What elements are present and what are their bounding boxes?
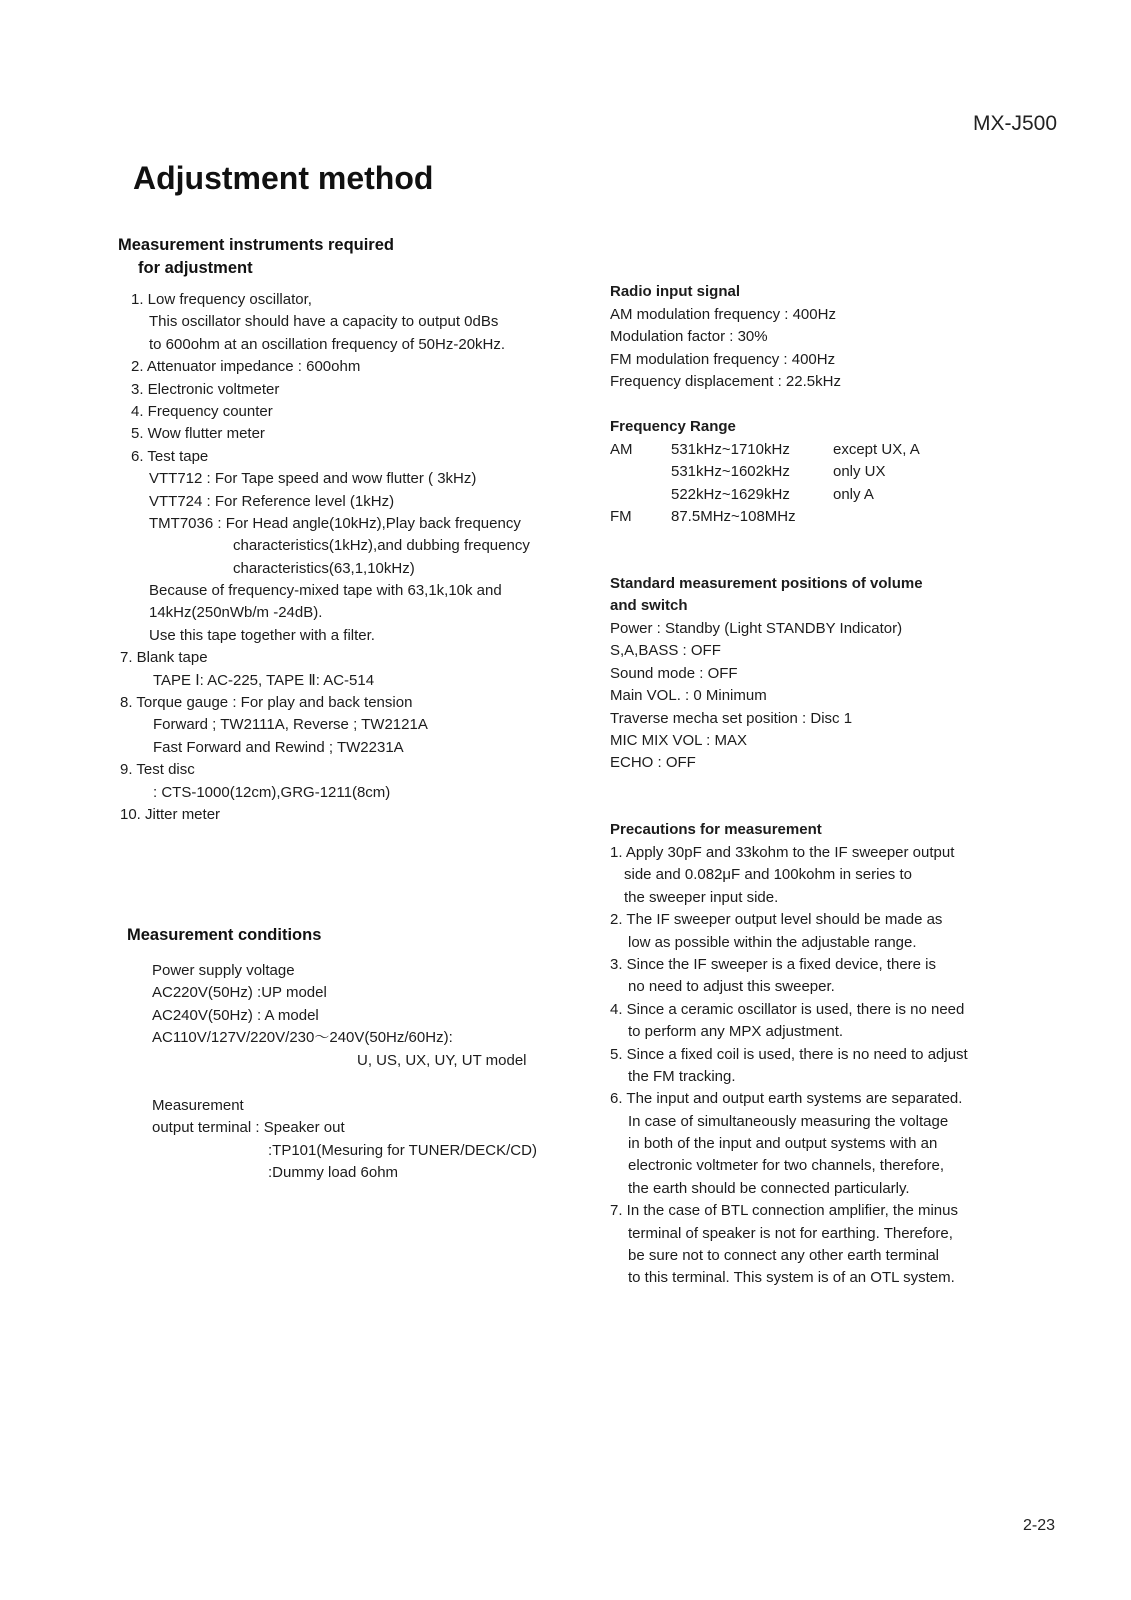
list-item: In case of simultaneously measuring the voltage (628, 1112, 949, 1130)
note-cell: only A (833, 485, 874, 503)
condition-line: AC240V(50Hz) : A model (152, 1006, 319, 1024)
list-item: no need to adjust this sweeper. (628, 978, 835, 996)
list-item: to perform any MPX adjustment. (628, 1023, 844, 1041)
list-item: 4. Frequency counter (131, 402, 273, 420)
list-item: TAPE Ⅰ: AC-225, TAPE Ⅱ: AC-514 (153, 671, 375, 689)
list-item: the sweeper input side. (624, 888, 779, 906)
condition-line: :TP101(Mesuring for TUNER/DECK/CD) (268, 1141, 537, 1159)
band-cell: AM (610, 441, 633, 458)
conditions-heading: Measurement conditions (127, 926, 322, 944)
list-item: 6. Test tape (131, 447, 209, 465)
condition-line: :Dummy load 6ohm (268, 1164, 399, 1182)
list-item: characteristics(63,1,10kHz) (233, 559, 415, 577)
standard-list (610, 618, 902, 775)
list-item: 14kHz(250nWb/m -24dB). (149, 604, 323, 622)
table-row (610, 439, 1030, 461)
list-item: 3. Since the IF sweeper is a fixed device, there is (610, 955, 936, 973)
list-item: 8. Torque gauge : For play and back tension (120, 694, 413, 712)
list-item: 2. Attenuator impedance : 600ohm (131, 358, 361, 376)
standard-heading (610, 573, 923, 618)
list-item: electronic voltmeter for two channels, therefore, (628, 1157, 944, 1175)
list-item: TMT7036 : For Head angle(10kHz),Play back frequency (149, 514, 521, 532)
radio-line: Modulation factor : 30% (610, 328, 768, 346)
list-item: : CTS-1000(12cm),GRG-1211(8cm) (153, 783, 391, 801)
page-title: Adjustment method (133, 160, 434, 196)
list-item: 5. Since a fixed coil is used, there is no need to adjust (610, 1045, 968, 1063)
standard-line: Power : Standby (Light STANDBY Indicator) (610, 620, 903, 637)
freq-range-heading: Frequency Range (610, 418, 736, 435)
condition-line: output terminal : Speaker out (152, 1119, 345, 1137)
radio-list (610, 304, 841, 394)
page-number: 2-23 (1022, 1517, 1055, 1534)
range-cell: 522kHz~1629kHz (671, 485, 790, 503)
list-item: to this terminal. This system is of an OTL system. (628, 1269, 955, 1287)
range-cell: 531kHz~1710kHz (671, 441, 790, 458)
note-cell: except UX, A (833, 441, 920, 458)
table-row (610, 484, 1030, 506)
radio-line: Frequency displacement : 22.5kHz (610, 373, 841, 391)
condition-line: Power supply voltage (152, 962, 295, 979)
list-item: characteristics(1kHz),and dubbing frequency (233, 537, 530, 555)
list-item: 9. Test disc (120, 761, 195, 779)
list-item: VTT724 : For Reference level (1kHz) (149, 492, 395, 510)
model-number: MX-J500 (972, 112, 1057, 135)
list-item: to 600ohm at an oscillation frequency of 50Hz-20kHz. (149, 335, 506, 353)
radio-line: FM modulation frequency : 400Hz (610, 350, 836, 368)
condition-line: Measurement (152, 1097, 244, 1114)
list-item: 3. Electronic voltmeter (131, 380, 280, 398)
list-item: Use this tape together with a filter. (149, 626, 375, 644)
instruments-list (0, 289, 530, 826)
radio-heading: Radio input signal (610, 283, 740, 300)
standard-heading-line1: Standard measurement positions of volume (610, 575, 923, 592)
list-item: Fast Forward and Rewind ; TW2231A (153, 738, 404, 756)
standard-line: MIC MIX VOL : MAX (610, 731, 747, 749)
list-item: 2. The IF sweeper output level should be made as (610, 911, 943, 929)
list-item: Forward ; TW2111A, Reverse ; TW2121A (153, 716, 428, 734)
range-cell: 531kHz~1602kHz (671, 463, 790, 481)
table-row (610, 461, 1030, 483)
condition-line: U, US, UX, UY, UT model (357, 1051, 527, 1069)
range-cell: 87.5MHz~108MHz (671, 508, 796, 526)
precautions-heading: Precautions for measurement (610, 821, 822, 838)
list-item: the earth should be connected particularly. (628, 1179, 910, 1197)
list-item: terminal of speaker is not for earthing. Therefore, (628, 1224, 953, 1242)
instruments-heading-line2: for adjustment (138, 259, 253, 277)
standard-line: Sound mode : OFF (610, 664, 738, 682)
instruments-heading-line1: Measurement instruments required (118, 236, 394, 254)
list-item: side and 0.082μF and 100kohm in series to (624, 866, 912, 884)
list-item: 4. Since a ceramic oscillator is used, there is no need (610, 1000, 965, 1018)
list-item: 7. Blank tape (120, 649, 208, 667)
standard-line: Main VOL. : 0 Minimum (610, 687, 767, 705)
standard-heading-line2: and switch (610, 597, 688, 615)
list-item: This oscillator should have a capacity to output 0dBs (149, 313, 499, 331)
list-item: in both of the input and output systems with an (628, 1135, 938, 1153)
condition-line: AC220V(50Hz) :UP model (152, 984, 327, 1002)
list-item: 1. Apply 30pF and 33kohm to the IF sweeper output (610, 844, 955, 861)
list-item: be sure not to connect any other earth terminal (628, 1247, 940, 1265)
freq-range-table (610, 439, 1030, 529)
list-item: the FM tracking. (628, 1067, 736, 1085)
list-item: 6. The input and output earth systems are separated. (610, 1090, 963, 1108)
list-item: 7. In the case of BTL connection amplifier, the minus (610, 1202, 958, 1220)
standard-line: Traverse mecha set position : Disc 1 (610, 709, 853, 727)
precautions-list (0, 842, 968, 1290)
list-item: 10. Jitter meter (120, 805, 221, 823)
list-item: Because of frequency-mixed tape with 63,1k,10k and (149, 582, 502, 600)
standard-line: S,A,BASS : OFF (610, 642, 721, 660)
table-row (610, 506, 1030, 528)
condition-line: AC110V/127V/220V/230～240V(50Hz/60Hz): (152, 1029, 453, 1047)
note-cell: only UX (833, 463, 886, 481)
standard-line: ECHO : OFF (610, 754, 696, 772)
list-item: 5. Wow flutter meter (131, 425, 265, 443)
list-item: low as possible within the adjustable range. (628, 933, 917, 951)
radio-line: AM modulation frequency : 400Hz (610, 306, 836, 323)
list-item: VTT712 : For Tape speed and wow flutter ( 3kHz) (149, 470, 477, 488)
band-cell: FM (610, 508, 632, 526)
list-item: 1. Low frequency oscillator, (131, 291, 312, 308)
